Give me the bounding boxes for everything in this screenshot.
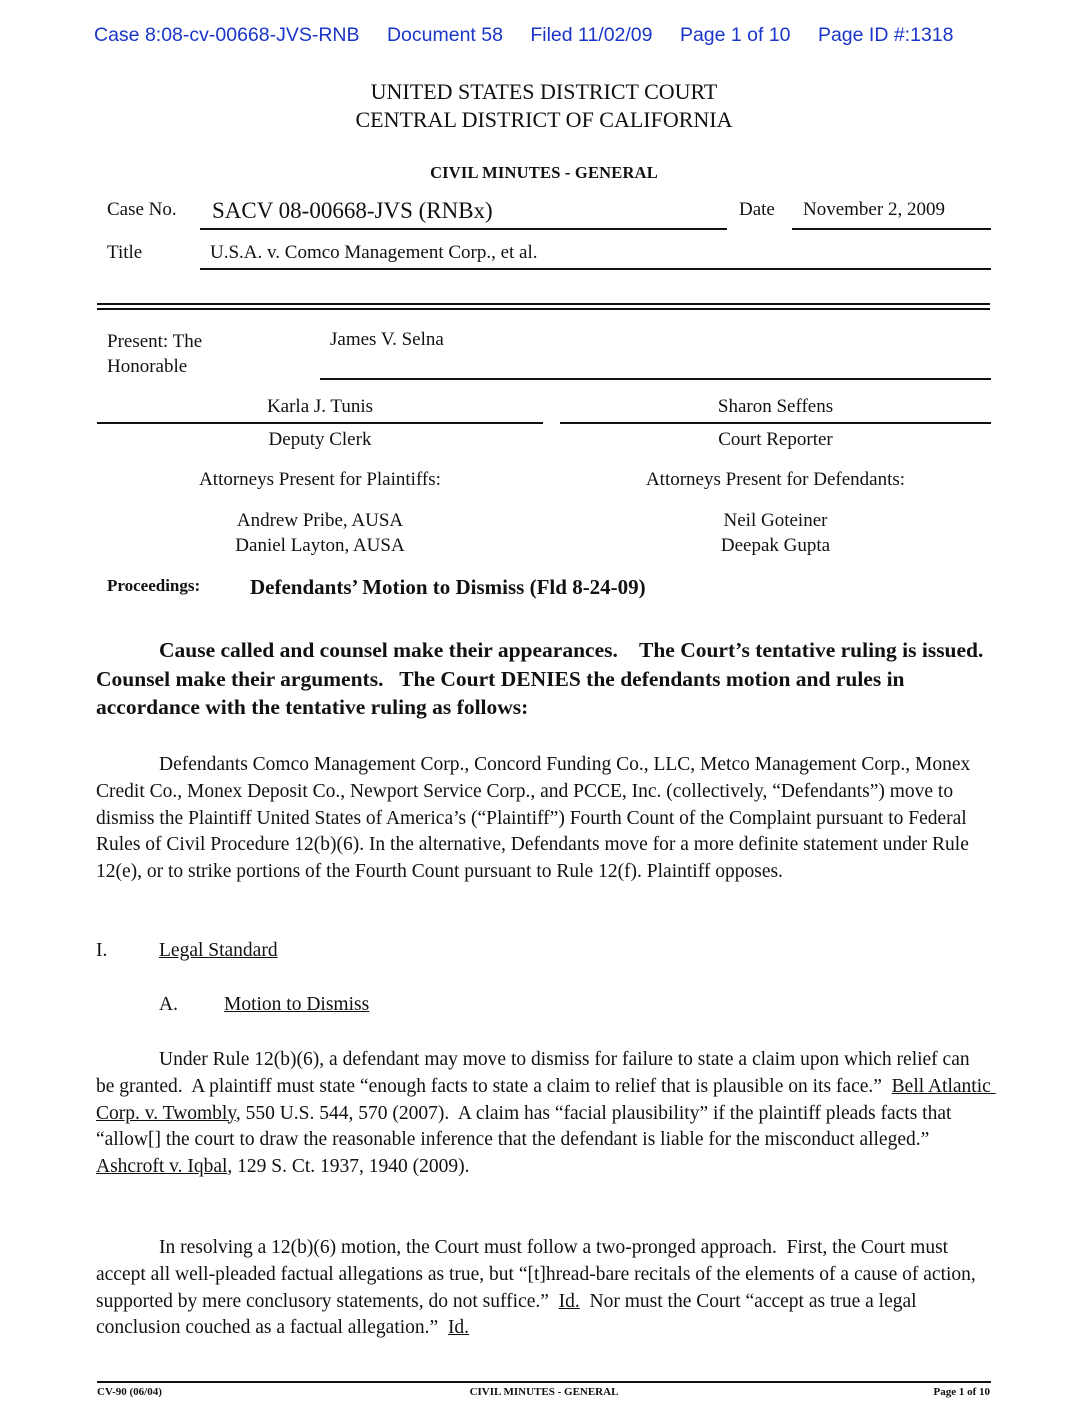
- title-label: Title: [107, 242, 143, 263]
- citation-id: Id.: [558, 1290, 580, 1312]
- present-label-line2: Honorable: [107, 356, 188, 377]
- title-rule: [200, 268, 991, 270]
- proceedings-title: Defendants’ Motion to Dismiss (Fld 8-24-09): [250, 575, 646, 599]
- clerk-rule: [97, 422, 543, 424]
- defendants-attorneys: [560, 508, 991, 558]
- date-value: November 2, 2009: [803, 199, 945, 220]
- defendants-attorneys-label: Attorneys Present for Defendants:: [645, 469, 906, 490]
- section-a-number: A.: [159, 994, 178, 1015]
- court-reporter-label: Court Reporter: [718, 429, 833, 450]
- filing-date: Filed 11/02/09: [530, 24, 653, 46]
- court-name: UNITED STATES DISTRICT COURT: [370, 79, 718, 104]
- footer-form-number: CV-90 (06/04): [97, 1386, 162, 1398]
- judge-rule: [320, 378, 991, 380]
- deputy-clerk-name: Karla J. Tunis: [266, 396, 374, 417]
- filing-case-number: Case 8:08-cv-00668-JVS-RNB: [94, 24, 360, 46]
- intro-paragraph: [96, 752, 991, 886]
- judge-name: James V. Selna: [330, 329, 444, 350]
- ruling-summary-text: Cause called and counsel make their appearances. The Court’s tentative ruling is issued. Counsel make their arguments. The Court DENIES the defendants motion and rules in accordance with the tentative ruling as follows:: [96, 638, 1005, 719]
- rule-text: , 129 S. Ct. 1937, 1940 (2009).: [227, 1156, 470, 1178]
- citation-id: Id.: [447, 1317, 470, 1339]
- present-label-line1: Present: The: [107, 331, 203, 352]
- case-title: U.S.A. v. Comco Management Corp., et al.: [210, 242, 538, 263]
- approach-text: In resolving a 12(b)(6) motion, the Court must follow a two-pronged approach. First, the Court must accept all well-pleaded factual allegations as true, but “[t]hread-bare recitals of the elements of a cause of action, supported by mere conclusory statements, do not suffice.”: [96, 1237, 981, 1312]
- plaintiff-attorney: Daniel Layton, AUSA: [235, 535, 405, 556]
- case-no-label: Case No.: [107, 199, 177, 220]
- section-i-heading: Legal Standard: [159, 940, 278, 961]
- filing-page-id: Page ID #:1318: [817, 24, 954, 46]
- rule-text: Under Rule 12(b)(6), a defendant may move to dismiss for failure to state a claim upon which relief can be granted. A plaintiff must state “enough facts to state a claim to relief that is plausible on its face.”: [96, 1049, 975, 1097]
- filing-document-number: Document 58: [386, 24, 503, 46]
- footer-title: CIVIL MINUTES - GENERAL: [469, 1386, 619, 1398]
- proceedings-label: Proceedings:: [107, 576, 201, 595]
- minutes-title: CIVIL MINUTES - GENERAL: [430, 163, 658, 182]
- footer-rule: [97, 1381, 991, 1383]
- court-district: CENTRAL DISTRICT OF CALIFORNIA: [355, 107, 733, 132]
- case-no-rule: [200, 228, 727, 230]
- defendant-attorney: Neil Goteiner: [723, 510, 828, 531]
- ruling-summary: [96, 636, 1005, 722]
- reporter-rule: [560, 422, 991, 424]
- date-label: Date: [739, 199, 775, 220]
- filing-page: Page 1 of 10: [679, 24, 791, 46]
- date-rule: [792, 228, 991, 230]
- rule-text: , 550 U.S. 544, 570 (2007). A claim has “facial plausibility” if the plaintiff pleads facts that “allow[] the court to draw the reasonable inference that the defendant is liable for the misconduct alleged.”: [96, 1102, 957, 1151]
- rule-12b6-paragraph: [96, 1047, 996, 1181]
- deputy-clerk-label: Deputy Clerk: [268, 429, 372, 450]
- plaintiffs-attorneys-label: Attorneys Present for Plaintiffs:: [199, 469, 441, 490]
- section-a-heading: Motion to Dismiss: [224, 994, 370, 1015]
- section-divider: [97, 303, 990, 310]
- citation-twombly: Bell Atlantic Corp. v. Twombly: [96, 1075, 996, 1124]
- defendant-attorney: Deepak Gupta: [720, 535, 831, 556]
- citation-iqbal: Ashcroft v. Iqbal: [96, 1156, 228, 1178]
- section-i-number: I.: [96, 940, 108, 961]
- footer-page: Page 1 of 10: [933, 1386, 990, 1398]
- present-label: [107, 329, 202, 379]
- filing-stamp: [94, 24, 994, 47]
- plaintiffs-attorneys: [97, 508, 543, 558]
- case-number: SACV 08-00668-JVS (RNBx): [212, 198, 493, 223]
- two-pronged-paragraph: [96, 1235, 991, 1342]
- approach-text: Nor must the Court “accept as true a legal conclusion couched as a factual allegation.”: [96, 1290, 922, 1339]
- intro-paragraph-text: Defendants Comco Management Corp., Concord Funding Co., LLC, Metco Management Corp., Monex Credit Co., Monex Deposit Co., Newport Service Corp., and PCCE, Inc. (collectively, “Defendants”) move to dismiss the Plaintiff United States of America’s (“Plaintiff”) Fourth Count of the Complaint pursuant to Federal Rules of Civil Procedure 12(b)(6). In the alternative, Defendants move for a more definite statement under Rule 12(e), or to strike portions of the Fourth Count pursuant to Rule 12(f). Plaintiff opposes.: [96, 754, 971, 883]
- plaintiff-attorney: Andrew Pribe, AUSA: [236, 510, 404, 531]
- court-reporter-name: Sharon Seffens: [717, 396, 834, 417]
